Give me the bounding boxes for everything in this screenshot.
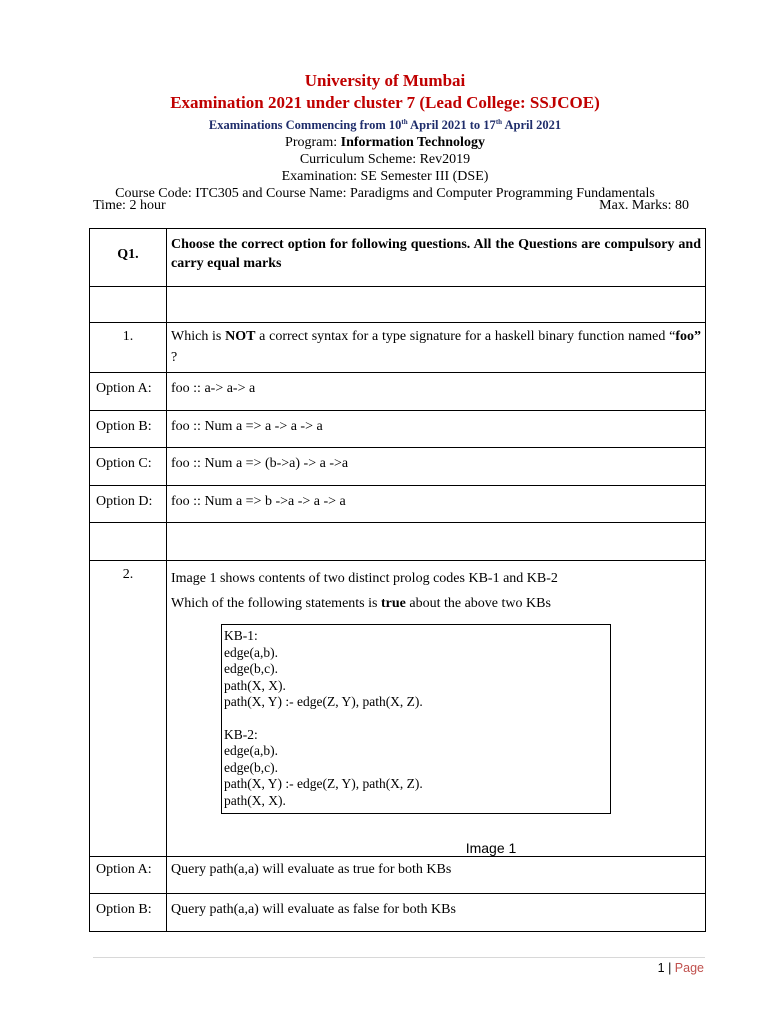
question-text-emphasis: NOT [225,329,256,344]
option-text-cell [167,857,706,894]
option-row [90,411,706,448]
kb2-line: KB-2: [224,726,258,742]
course-line: Course Code: ITC305 and Course Name: Paradigms and Computer Programming Fundamentals [115,186,655,202]
kb2-line: path(X, X). [224,792,286,808]
empty-cell [90,287,167,323]
curriculum-line: Curriculum Scheme: Rev2019 [299,152,471,168]
empty-cell [167,287,706,323]
dates-prefix: Examinations Commencing from 10 [208,118,402,133]
question-number: 1. [122,329,134,344]
examination-line: Examination: SE Semester III (DSE) [281,169,489,185]
option-text: foo :: Num a => (b->a) -> a ->a [171,456,349,471]
prolog-code-image [221,624,611,814]
kb1-line: edge(a,b). [224,644,278,660]
program-label: Program: [285,135,341,151]
option-label-cell [90,894,167,932]
option-text-cell [167,411,706,448]
option-label-cell [90,411,167,448]
kb1-line: edge(b,c). [224,661,278,676]
max-marks-label: Max. Marks: 80 [599,198,689,213]
kb1-line: path(X, Y) :- edge(Z, Y), path(X, Z). [224,694,423,709]
option-text-cell [167,373,706,411]
q1-instruction: Choose the correct option for following questions. All the Questions are compulsory and carry equal marks [171,237,701,271]
kb2-line: edge(a,b). [224,743,278,758]
program-value: Information Technology [340,135,485,151]
option-text: Query path(a,a) will evaluate as true for both KBs [171,862,452,877]
exam-title: Examination 2021 under cluster 7 (Lead College: SSJCOE) [170,93,600,112]
question-2-line-1: Image 1 shows contents of two distinct prolog codes KB-1 and KB-2 [171,571,558,586]
question-text-cell [167,561,706,857]
question-text-part: a correct syntax for a type signature for a haskell binary function named “ [255,329,676,344]
option-row [90,486,706,523]
option-text-cell [167,486,706,523]
exam-header [0,70,770,202]
kb1-line: path(X, X). [224,677,286,693]
option-text-cell [167,448,706,486]
exam-dates [0,114,770,134]
page-word: Page [674,961,704,975]
option-text: foo :: Num a => b ->a -> a -> a [171,494,346,509]
image-caption: Image 1 [465,840,517,856]
option-label-cell [90,373,167,411]
kb2-line: path(X, Y) :- edge(Z, Y), path(X, Z). [224,776,423,791]
question-number-cell [90,561,167,857]
question-number: 2. [122,567,134,582]
option-label: Option B: [96,419,152,434]
q1-label: Q1. [117,247,139,262]
option-label-cell [90,448,167,486]
question-number-cell [90,323,167,373]
option-label-cell [90,486,167,523]
kb2-line: edge(b,c). [224,759,278,775]
empty-cell [90,523,167,561]
program-line [0,134,770,151]
question-text-part: ? [171,350,178,365]
dates-suffix: April 2021 [502,118,562,133]
option-text: Query path(a,a) will evaluate as false for both KBs [171,902,456,917]
option-label-cell [90,857,167,894]
question-text-part: Which is [171,329,226,344]
time-label: Time: 2 hour [93,198,166,213]
option-text: foo :: Num a => a -> a -> a [171,419,323,434]
question-2-row [90,561,706,857]
question-text-part: Which of the following statements is [171,596,381,611]
option-row [90,857,706,894]
dates-sup-2: th [495,118,503,126]
kb1-line: KB-1: [224,628,258,643]
question-2-line-2 [171,593,701,614]
dates-sup-1: th [401,118,408,126]
question-1-row [90,323,706,373]
footer-rule [93,957,705,958]
q1-header-row [90,229,706,287]
option-label: Option C: [96,456,152,471]
question-1-text [171,323,701,368]
option-label: Option B: [96,902,152,917]
dates-mid: April 2021 to 17 [407,118,496,133]
option-label: Option D: [96,494,153,509]
page-number: 1 [657,961,665,975]
option-label: Option A: [96,862,152,877]
empty-row [90,287,706,323]
question-text-part: about the above two KBs [405,596,551,611]
question-text-cell [167,323,706,373]
option-text: foo :: a-> a-> a [171,381,256,396]
time-marks-line [93,197,689,214]
question-text-emphasis: true [380,596,406,611]
question-text-emphasis: foo” [675,329,701,344]
question-table [89,228,706,932]
kb-gap [224,711,610,727]
option-row [90,448,706,486]
page-footer [658,961,704,975]
page-separator: | [668,961,672,975]
university-title: University of Mumbai [304,71,466,90]
option-row [90,894,706,932]
option-row [90,373,706,411]
empty-row [90,523,706,561]
q1-instruction-cell [167,229,706,287]
option-text-cell [167,894,706,932]
option-label: Option A: [96,381,152,396]
empty-cell [167,523,706,561]
q1-label-cell [90,229,167,287]
